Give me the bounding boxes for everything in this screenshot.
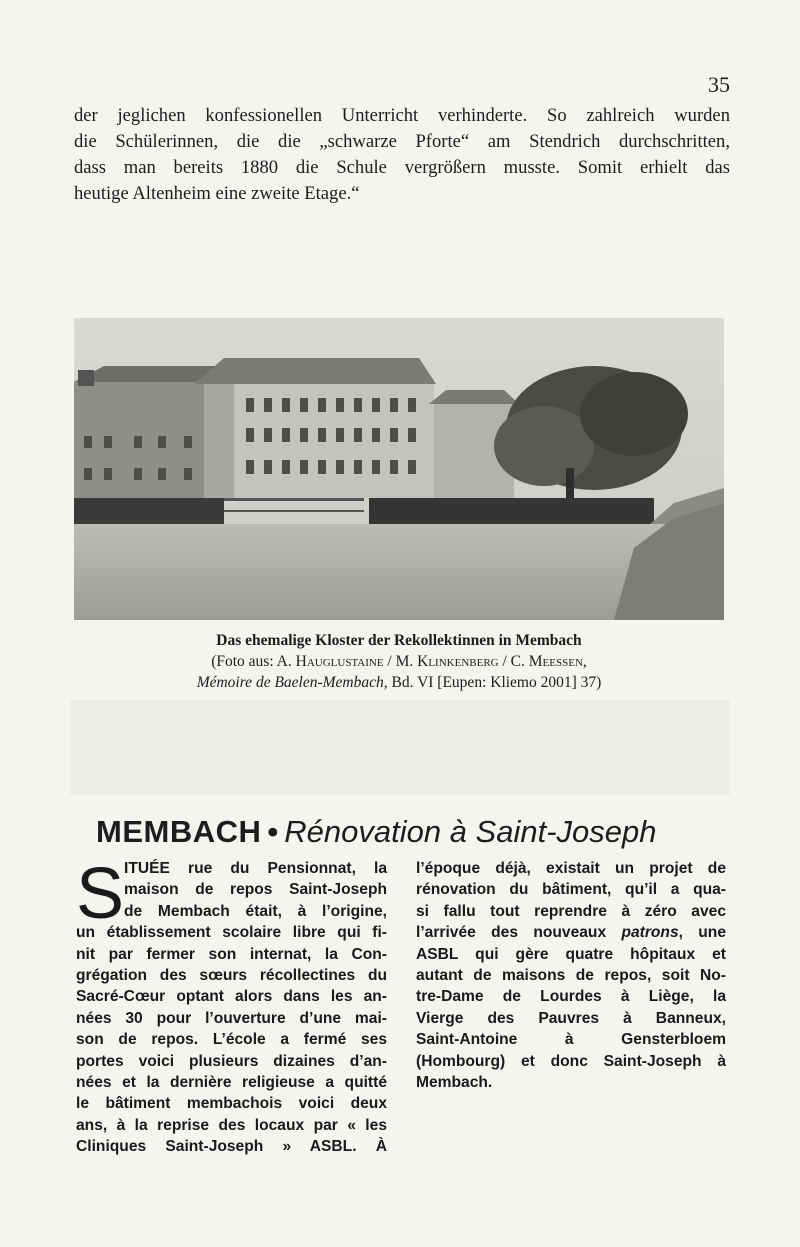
text-line: Cliniques Saint-Joseph » ASBL. À [76,1138,387,1156]
caption-author: Meessen [528,653,583,670]
caption-source: (Foto aus: A. Hauglustaine / M. Klinkenberg / C. Meessen, [211,653,587,670]
caption-reference: Mémoire de Baelen-Membach, Bd. VI [Eupen: Kliemo 2001] 37) [196,674,602,691]
article-column-right [416,858,726,1093]
intro-paragraph [74,103,730,207]
text-line: Vierge des Pauvres à Banneux, [416,1009,726,1027]
text-line: un établissement scolaire libre qui fi- [76,924,387,942]
text-line: tre-Dame de Lourdes à Liège, la [416,988,726,1006]
heading-place: MEMBACH [96,814,262,849]
text-line: grégation des sœurs récollectines du [76,967,387,985]
intro-line: der jeglichen konfessionellen Unterricht verhinderte. So zahlreich wurden [74,105,730,126]
text-line: Membach. [416,1074,493,1092]
caption-author: Hauglustaine [295,653,384,670]
text-line: autant de maisons de repos, soit No- [416,967,726,985]
text-line: l’époque déjà, existait un projet de [416,860,726,877]
heading-topic: Rénovation à Saint-Joseph [284,814,657,849]
text-line: l’arrivée des nouveaux patrons, une [416,924,726,942]
emphasis-patrons: patrons [621,924,679,942]
intro-line: die Schülerinnen, die die „schwarze Pforte“ am Stendrich durchschritten, [74,131,730,152]
article-column-left [76,854,387,1158]
article-heading [96,812,736,852]
text-line: ans, à la reprise des locaux par « les [76,1116,387,1134]
heading-bullet: • [267,814,279,849]
caption-author: Klinkenberg [417,653,499,670]
text-line: nit par fermer son internat, la Con- [76,945,387,963]
text-line: ITUÉE rue du Pensionnat, la [124,860,387,877]
text-line: rénovation du bâtiment, qu’il a qua- [416,881,726,899]
text-line: le bâtiment membachois voici deux [76,1095,387,1113]
text-line: Saint-Antoine à Gensterbloem [416,1031,726,1049]
caption-title: Das ehemalige Kloster der Rekollektinnen in Membach [216,632,582,649]
text-line: son de repos. L’école a fermé ses [76,1031,387,1049]
page-number: 35 [708,72,730,97]
caption-book-title: Mémoire de Baelen-Membach [196,674,384,691]
photo-caption [74,630,724,693]
text-line: Sacré-Cœur optant alors dans les an- [76,988,387,1006]
bleed-through-area [70,700,730,795]
drop-cap: S [76,854,125,934]
text-line: de Membach était, à l’origine, [124,902,387,920]
text-line: nées 30 pour l’ouverture d’une mai- [76,1009,387,1027]
text-line: nées et la dernière religieuse a quitté [76,1074,387,1092]
text-line: (Hombourg) et donc Saint-Joseph à [416,1052,726,1070]
monastery-photo [74,318,724,620]
text-line: ASBL qui gère quatre hôpitaux et [416,945,726,963]
text-line: portes voici plusieurs dizaines d’an- [76,1052,387,1070]
text-line: si fallu tout reprendre à zéro avec [416,902,726,920]
intro-line: dass man bereits 1880 die Schule vergrößern musste. Somit erhielt das [74,157,730,178]
intro-line: heutige Altenheim eine zweite Etage.“ [74,183,360,204]
text-line: maison de repos Saint-Joseph [124,881,387,899]
